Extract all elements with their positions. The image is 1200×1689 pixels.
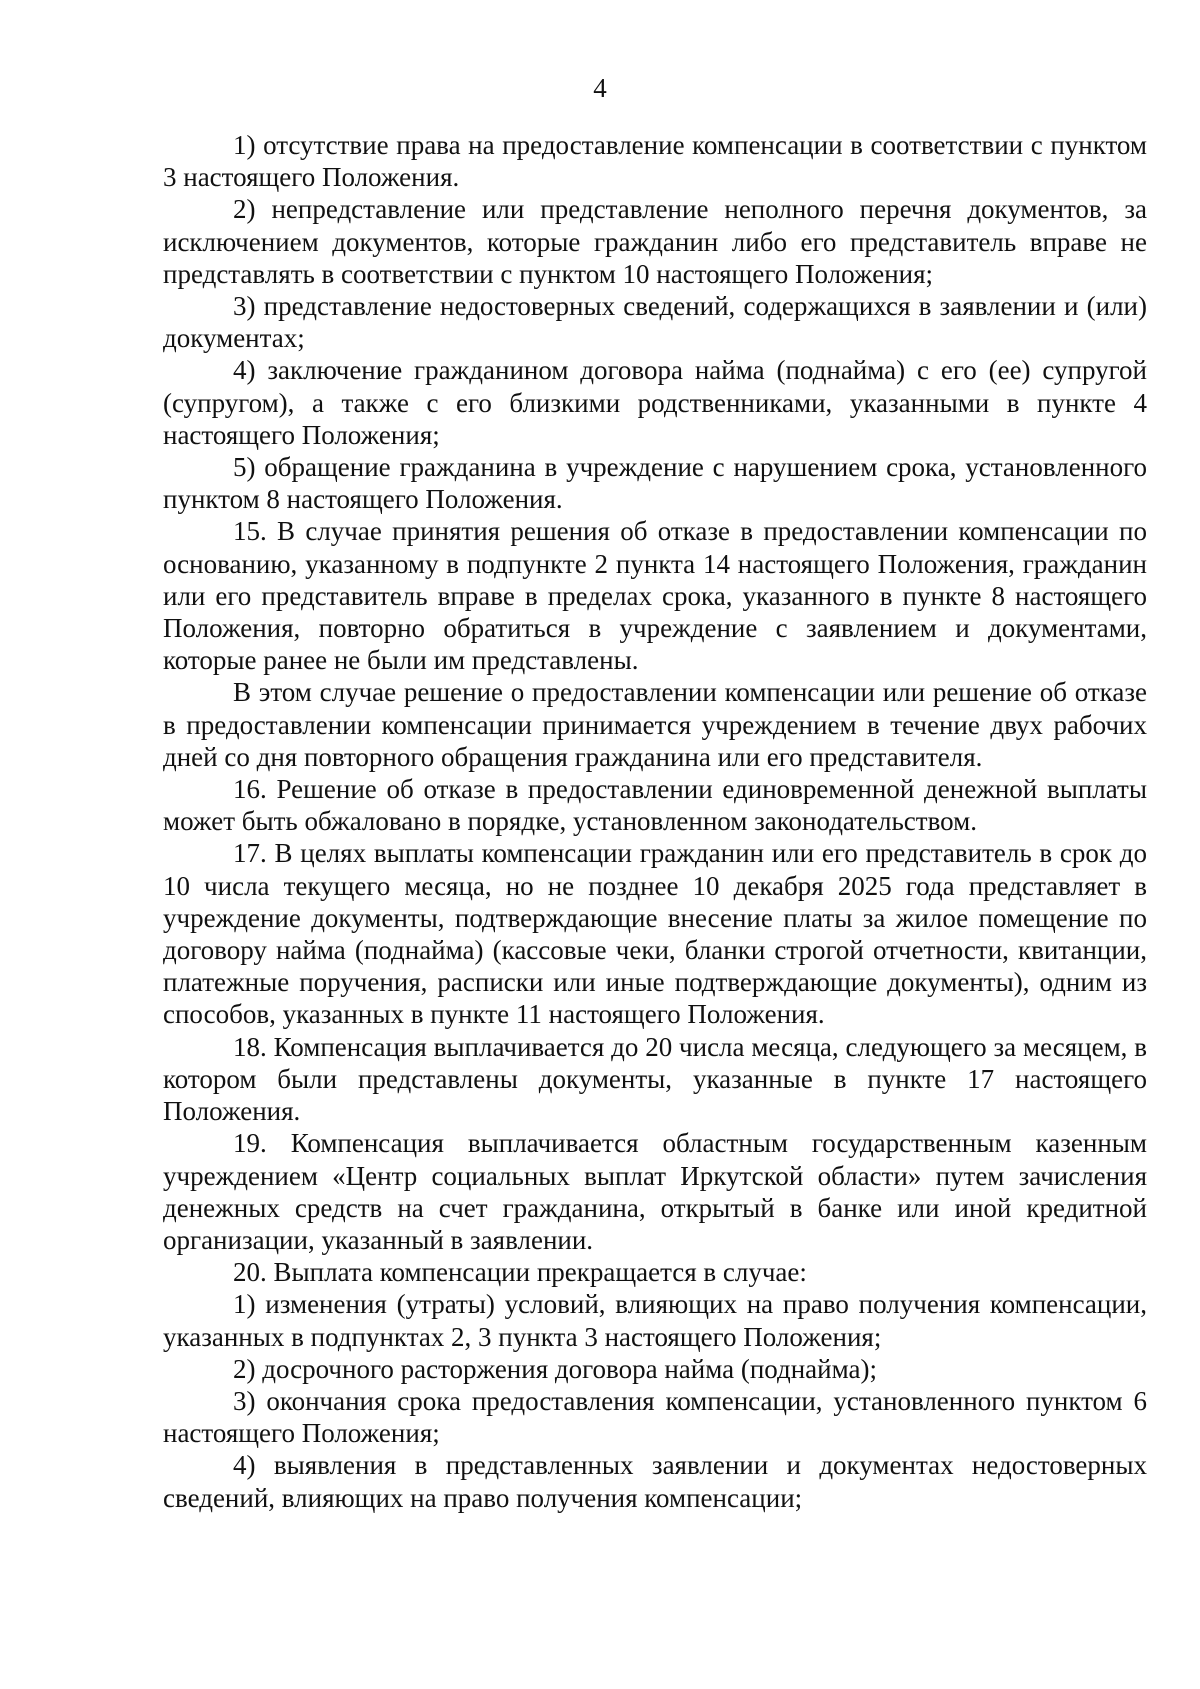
paragraph: 3) окончания срока предоставления компенсации, установленного пунктом 6 настоящего Положения; — [163, 1385, 1147, 1449]
paragraph: 15. В случае принятия решения об отказе в предоставлении компенсации по основанию, указанному в подпункте 2 пункта 14 настоящего Положения, гражданин или его представитель вправе в пределах срока, указанного в пункте 8 настоящего Положения, повторно обратиться в учреждение с заявлением и документами, которые ранее не были им представлены. — [163, 516, 1147, 676]
page-number: 4 — [593, 73, 607, 103]
paragraph: 2) досрочного расторжения договора найма (поднайма); — [233, 1353, 877, 1384]
paragraph: 19. Компенсация выплачивается областным государственным казенным учреждением «Центр социальных выплат Иркутской области» путем зачисления денежных средств на счет гражданина, открытый в банке или иной кредитной организации, указанный в заявлении. — [163, 1128, 1147, 1255]
paragraph: 4) заключение гражданином договора найма (поднайма) с его (ее) супругой (супругом), а также с его близкими родственниками, указанными в пункте 4 настоящего Положения; — [163, 355, 1147, 450]
paragraph: В этом случае решение о предоставлении компенсации или решение об отказе в предоставлении компенсации принимается учреждением в течение двух рабочих дней со дня повторного обращения гражданина или его представителя. — [163, 677, 1147, 772]
paragraph: 20. Выплата компенсации прекращается в случае: — [233, 1257, 807, 1288]
paragraph: 3) представление недостоверных сведений, содержащихся в заявлении и (или) документах; — [163, 291, 1147, 354]
paragraph: 1) отсутствие права на предоставление компенсации в соответствии с пунктом 3 настоящего Положения. — [163, 130, 1147, 193]
document-body — [163, 129, 1147, 1514]
paragraph: 18. Компенсация выплачивается до 20 числа месяца, следующего за месяцем, в котором были представлены документы, указанные в пункте 17 настоящего Положения. — [163, 1031, 1147, 1127]
paragraph: 5) обращение гражданина в учреждение с нарушением срока, установленного пунктом 8 настоящего Положения. — [163, 452, 1147, 515]
paragraph: 16. Решение об отказе в предоставлении единовременной денежной выплаты может быть обжаловано в порядке, установленном законодательством. — [163, 774, 1147, 837]
paragraph: 2) непредставление или представление неполного перечня документов, за исключением документов, которые гражданин либо его представитель вправе не представлять в соответствии с пунктом 10 настоящего Положения; — [163, 194, 1147, 289]
paragraph: 4) выявления в представленных заявлении и документах недостоверных сведений, влияющих на право получения компенсации; — [163, 1450, 1147, 1513]
paragraph: 17. В целях выплаты компенсации гражданин или его представитель в срок до 10 числа текущего месяца, но не позднее 10 декабря 2025 года представляет в учреждение документы, подтверждающие внесение платы за жилое помещение по договору найма (поднайма) (кассовые чеки, бланки строгой отчетности, квитанции, платежные поручения, расписки или иные подтверждающие документы), одним из способов, указанных в пункте 11 настоящего Положения. — [163, 838, 1147, 1030]
paragraph: 1) изменения (утраты) условий, влияющих на право получения компенсации, указанных в подпунктах 2, 3 пункта 3 настоящего Положения; — [163, 1289, 1147, 1352]
